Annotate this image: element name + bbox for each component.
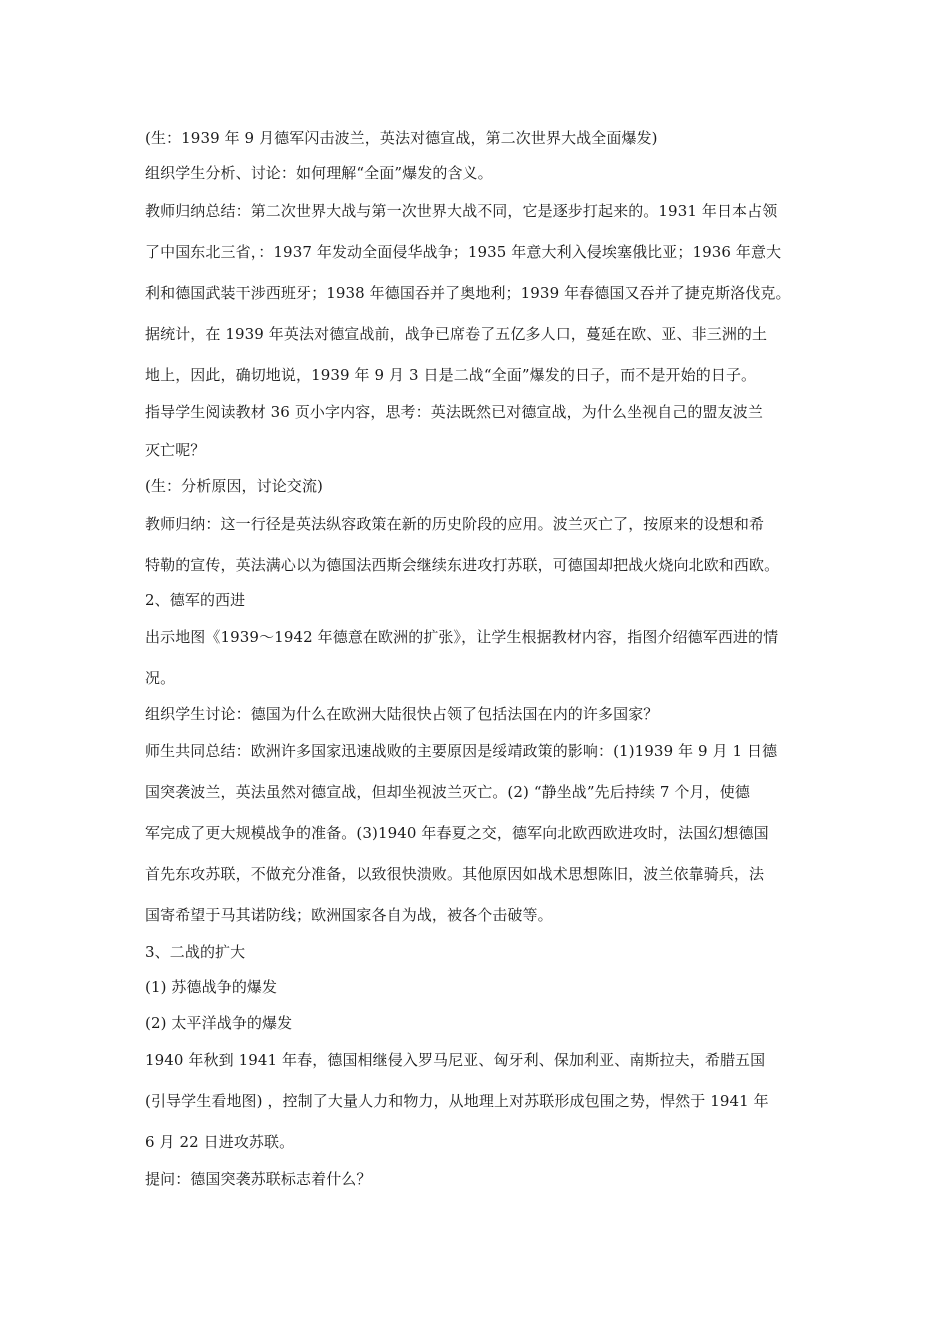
- subsection-heading: (1) 苏德战争的爆发: [145, 978, 278, 996]
- text-line: 国突袭波兰，英法虽然对德宣战，但却坐视波兰灭亡。(2) “静坐战”先后持续 7 个月，使德: [145, 783, 750, 801]
- subsection-heading: (2) 太平洋战争的爆发: [145, 1014, 293, 1032]
- text-line: (生：1939 年 9 月德军闪击波兰，英法对德宣战，第二次世界大战全面爆发): [145, 129, 658, 147]
- text-line: 况。: [145, 669, 176, 687]
- text-line: 首先东攻苏联，不做充分准备，以致很快溃败。其他原因如战术思想陈旧，波兰依靠骑兵，法: [145, 865, 765, 883]
- text-line: (引导学生看地图) ，控制了大量人力和物力，从地理上对苏联形成包围之势，悍然于 1941 年: [145, 1092, 769, 1110]
- section-heading: 3、二战的扩大: [145, 943, 246, 961]
- text-line: 了中国东北三省，：1937 年发动全面侵华战争；1935 年意大利入侵埃塞俄比亚；1936 年意大: [145, 243, 782, 261]
- section-heading: 2、德军的西进: [145, 591, 246, 609]
- text-line: 组织学生分析、讨论：如何理解“全面”爆发的含义。: [145, 164, 493, 182]
- text-line: 1940 年秋到 1941 年春，德国相继侵入罗马尼亚、匈牙利、保加利亚、南斯拉夫，希腊五国: [145, 1051, 766, 1069]
- text-line: 据统计，在 1939 年英法对德宣战前，战争已席卷了五亿多人口，蔓延在欧、亚、非三洲的土: [145, 325, 768, 343]
- text-line: 出示地图《1939～1942 年德意在欧洲的扩张》，让学生根据教材内容，指图介绍德军西进的情: [145, 628, 779, 646]
- text-line: 利和德国武装干涉西班牙；1938 年德国吞并了奥地利；1939 年春德国又吞并了捷克斯洛伐克。: [145, 284, 791, 302]
- text-line: 组织学生讨论：德国为什么在欧洲大陆很快占领了包括法国在内的许多国家？: [145, 705, 659, 723]
- text-line: 提问：德国突袭苏联标志着什么？: [145, 1170, 372, 1188]
- text-line: 国寄希望于马其诺防线；欧洲国家各自为战，被各个击破等。: [145, 906, 553, 924]
- text-line: 教师归纳：这一行径是英法纵容政策在新的历史阶段的应用。波兰灭亡了，按原来的设想和希: [145, 515, 765, 533]
- text-line: 特勒的宣传，英法满心以为德国法西斯会继续东进攻打苏联，可德国却把战火烧向北欧和西欧。: [145, 556, 780, 574]
- text-line: (生：分析原因，讨论交流): [145, 477, 324, 495]
- text-line: 指导学生阅读教材 36 页小字内容，思考：英法既然已对德宣战，为什么坐视自己的盟友波兰: [145, 403, 763, 421]
- text-line: 师生共同总结：欧洲许多国家迅速战败的主要原因是绥靖政策的影响：(1)1939 年 9 月 1 日德: [145, 742, 778, 760]
- text-line: 地上，因此，确切地说，1939 年 9 月 3 日是二战“全面”爆发的日子，而不是开始的日子。: [145, 366, 757, 384]
- text-line: 教师归纳总结：第二次世界大战与第一次世界大战不同，它是逐步打起来的。1931 年日本占领: [145, 202, 778, 220]
- text-line: 军完成了更大规模战争的准备。(3)1940 年春夏之交，德军向北欧西欧进攻时，法国幻想德国: [145, 824, 769, 842]
- text-line: 灭亡呢？: [145, 441, 206, 459]
- text-line: 6 月 22 日进攻苏联。: [145, 1133, 295, 1151]
